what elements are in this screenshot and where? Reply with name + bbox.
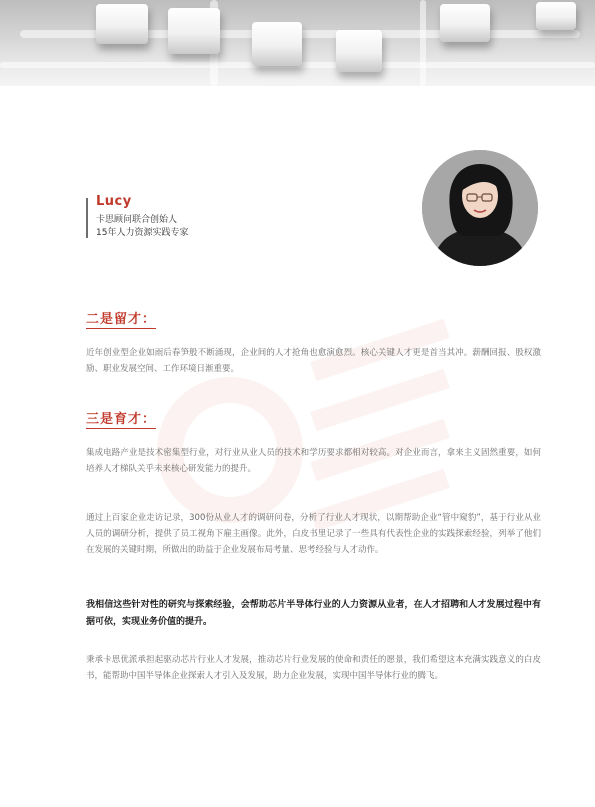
profile-name: Lucy <box>96 194 132 209</box>
section-text-develop: 集成电路产业是技术密集型行业，对行业从业人员的技术和学历要求都相对较高。对企业而言，拿来主义固然重要，如何培养人才梯队关乎未来核心研发能力的提升。 <box>86 448 541 474</box>
paragraph-belief: 我相信这些针对性的研究与探索经验，会帮助芯片半导体行业的人力资源从业者，在人才招聘和人才发展过程中有据可依，实现业务价值的提升。 <box>86 600 541 627</box>
section-heading-retain: 二是留才： <box>86 308 156 329</box>
profile-title-line1: 卡思顾问联合创始人 <box>96 215 178 225</box>
portrait-photo <box>422 150 538 266</box>
paragraph-research: 通过上百家企业走访记录，300份从业人才的调研问卷，分析了行业人才现状，以期帮助企业“管中窥豹”，基于行业从业人员的调研分析，提供了员工视角下雇主画像。此外，白皮书里记录了一些具有代表性企业的实践探索经验，列举了他们在发展的关键时期，所做出的助益于企业发展布局考量、思考经验与人才动作。 <box>86 513 541 555</box>
header-banner-image <box>0 0 595 86</box>
paragraph-mission: 秉承卡思优派承担起驱动芯片行业人才发展，推动芯片行业发展的使命和责任的愿景，我们希望这本充满实践意义的白皮书，能帮助中国半导体企业探索人才引入及发展，助力企业发展，实现中国半导体行业的腾飞。 <box>86 655 541 681</box>
profile-accent-bar <box>86 198 88 238</box>
portrait-illustration <box>422 150 538 266</box>
section-heading-develop: 三是育才： <box>86 408 156 429</box>
profile-title-line2: 15年人力资源实践专家 <box>96 228 189 238</box>
section-text-retain: 近年创业型企业如雨后春笋般不断涌现，企业间的人才抢角也愈演愈烈。核心关键人才更是首当其冲。薪酬回报、股权激励、职业发展空间、工作环境日渐重要。 <box>86 348 541 374</box>
